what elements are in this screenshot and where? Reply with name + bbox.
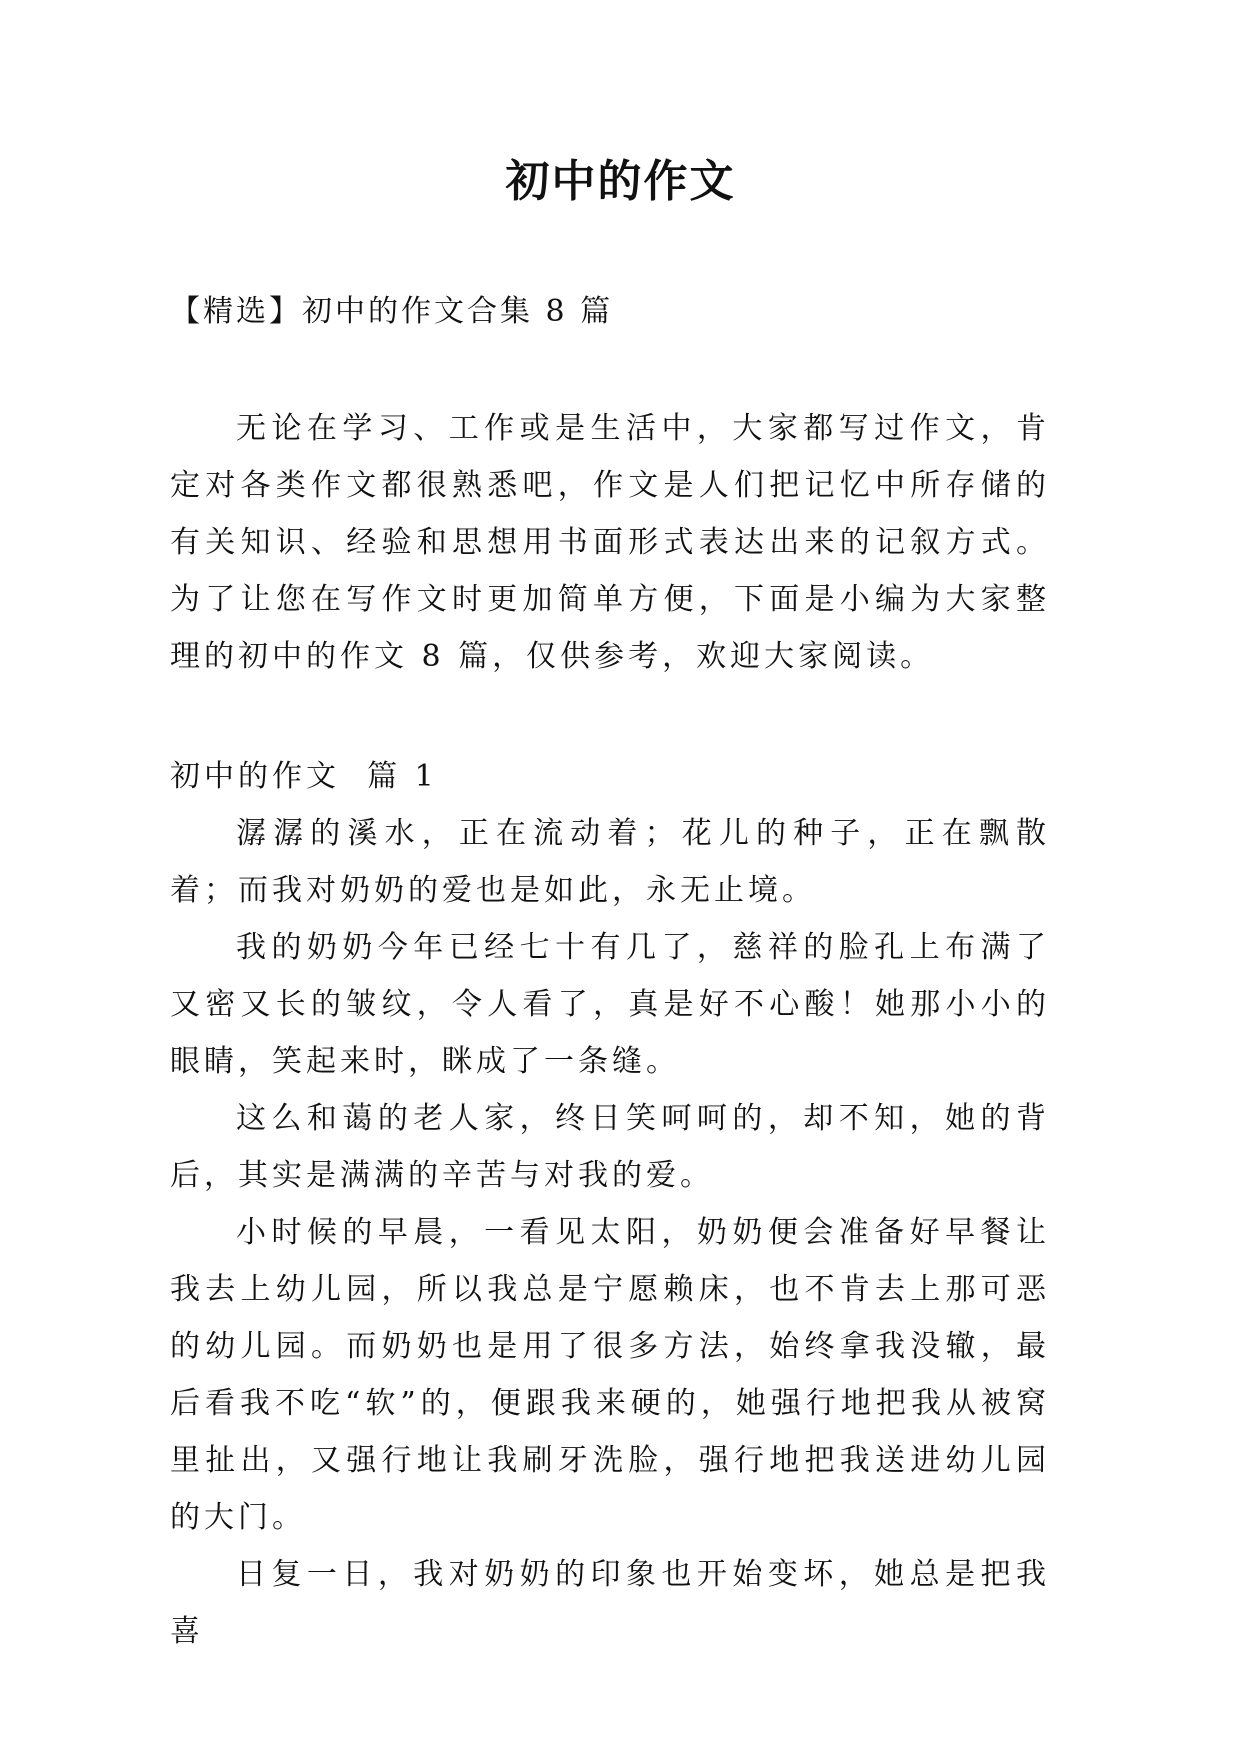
intro-block (170, 400, 1050, 685)
section-paragraph: 潺潺的溪水，正在流动着；花儿的种子，正在飘散着；而我对奶奶的爱也是如此，永无止境。 (170, 816, 1050, 908)
intro-paragraph: 无论在学习、工作或是生活中，大家都写过作文，肯定对各类作文都很熟悉吧，作文是人们把记忆中所存储的有关知识、经验和思想用书面形式表达出来的记叙方式。为了让您在写作文时更加简单方便，下面是小编为大家整理的初中的作文 8 篇，仅供参考，欢迎大家阅读。 (170, 411, 1050, 674)
section-1 (170, 748, 1050, 1660)
section-heading: 初中的作文 篇 1 (170, 759, 438, 794)
document-subtitle: 【精选】初中的作文合集 8 篇 (170, 294, 614, 329)
section-paragraph: 小时候的早晨，一看见太阳，奶奶便会准备好早餐让我去上幼儿园，所以我总是宁愿赖床，也不肯去上那可恶的幼儿园。而奶奶也是用了很多方法，始终拿我没辙，最后看我不吃“软”的，便跟我来硬的，她强行地把我从被窝里扯出，又强行地让我刷牙洗脸，强行地把我送进幼儿园的大门。 (170, 1215, 1050, 1535)
section-paragraph: 日复一日，我对奶奶的印象也开始变坏，她总是把我喜 (170, 1557, 1050, 1649)
section-paragraph: 我的奶奶今年已经七十有几了，慈祥的脸孔上布满了又密又长的皱纹，令人看了，真是好不心酸！她那小小的眼睛，笑起来时，眯成了一条缝。 (170, 930, 1050, 1079)
document-title: 初中的作文 (505, 156, 736, 207)
section-paragraph: 这么和蔼的老人家，终日笑呵呵的，却不知，她的背后，其实是满满的辛苦与对我的爱。 (170, 1101, 1050, 1193)
